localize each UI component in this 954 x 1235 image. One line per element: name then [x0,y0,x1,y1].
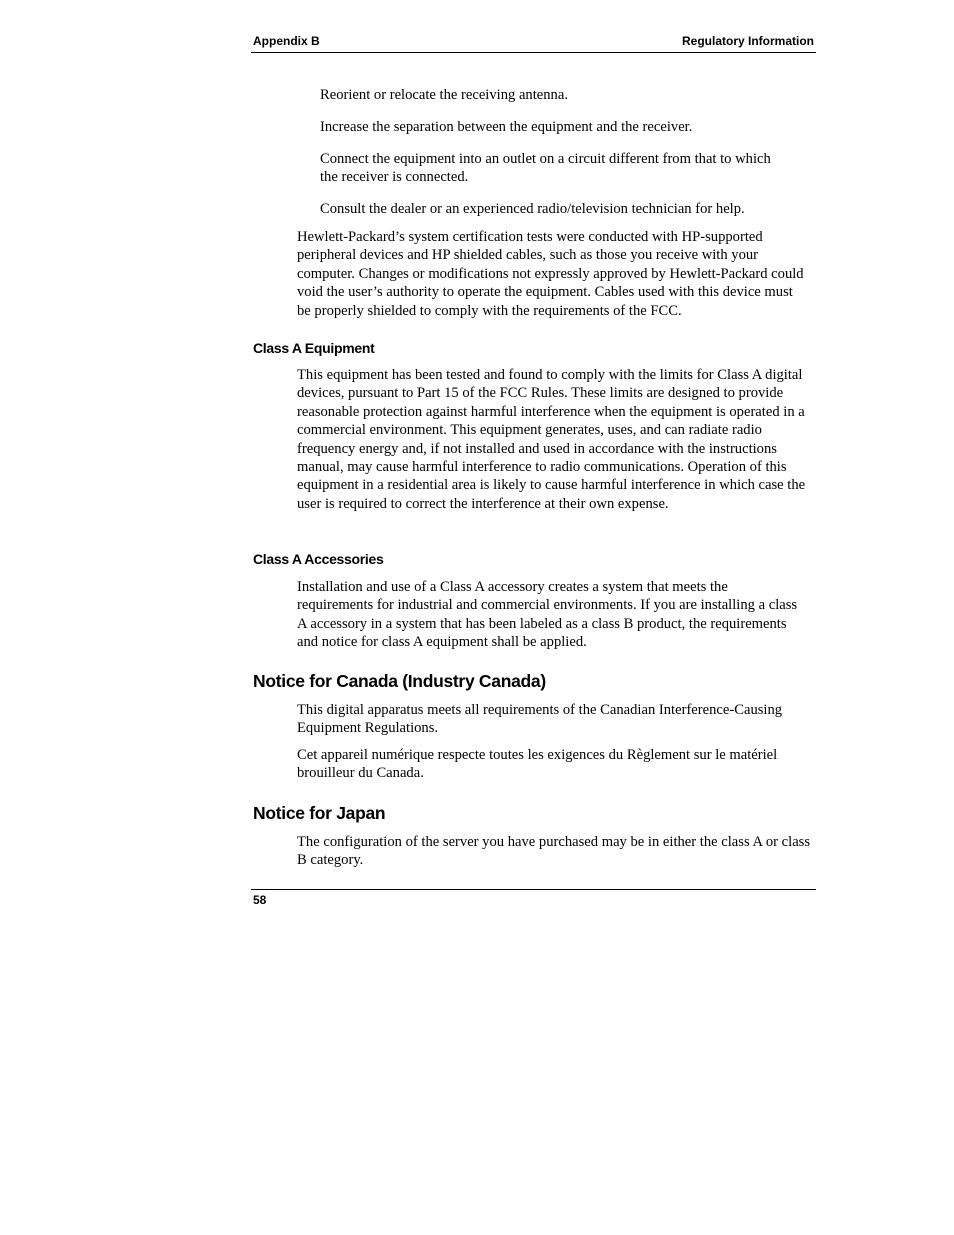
class-a-equipment-paragraph: This equipment has been tested and found to comply with the limits for Class A digital devices, pursuant to Part 15 of the FCC Rules. These limits are designed to provide reasonable protection against harmful interference when the equipment is operated in a commercial environment. This equipment generates, uses, and can radiate radio frequency energy and, if not installed and used in accordance with the instructions manual, may cause harmful interference to radio communications. Operation of this equipment in a residential area is likely to cause harmful interference in which case the user is required to correct the interference at their own expense. [297,367,806,512]
footer-divider [251,889,816,890]
canada-french-paragraph: Cet appareil numérique respecte toutes les exigences du Règlement sur le matériel brouilleur du Canada. [297,747,778,782]
list-item: Connect the equipment into an outlet on a circuit different from that to which the receiver is connected. [320,151,771,186]
running-header [251,33,816,53]
page-number: 58 [253,893,267,907]
list-item: Increase the separation between the equipment and the receiver. [320,119,693,135]
class-a-accessories-heading: Class A Accessories [253,551,384,567]
japan-notice-heading: Notice for Japan [253,803,386,823]
canada-notice-heading: Notice for Canada (Industry Canada) [253,671,546,691]
japan-paragraph: The configuration of the server you have purchased may be in either the class A or class B category. [297,834,811,869]
list-item: Consult the dealer or an experienced radio/television technician for help. [320,201,745,217]
header-chapter: Appendix B [253,34,320,48]
class-a-accessories-paragraph: Installation and use of a Class A accessory creates a system that meets the requirements for industrial and commercial environments. If you are installing a class A accessory in a system that has been labeled as a class B product, the requirements and notice for class A equipment shall be applied. [297,579,798,651]
list-item: Reorient or relocate the receiving antenna. [320,87,568,103]
canada-english-paragraph: This digital apparatus meets all requirements of the Canadian Interference-Causing Equipment Regulations. [297,702,783,737]
class-a-equipment-heading: Class A Equipment [253,340,375,356]
hp-certification-paragraph: Hewlett-Packard’s system certification tests were conducted with HP-supported peripheral devices and HP shielded cables, such as those you receive with your computer. Changes or modifications not expressly approved by Hewlett-Packard could void the user’s authority to operate the equipment. Cables used with this device must be properly shielded to comply with the requirements of the FCC. [297,229,804,319]
header-section-title: Regulatory Information [681,34,814,48]
